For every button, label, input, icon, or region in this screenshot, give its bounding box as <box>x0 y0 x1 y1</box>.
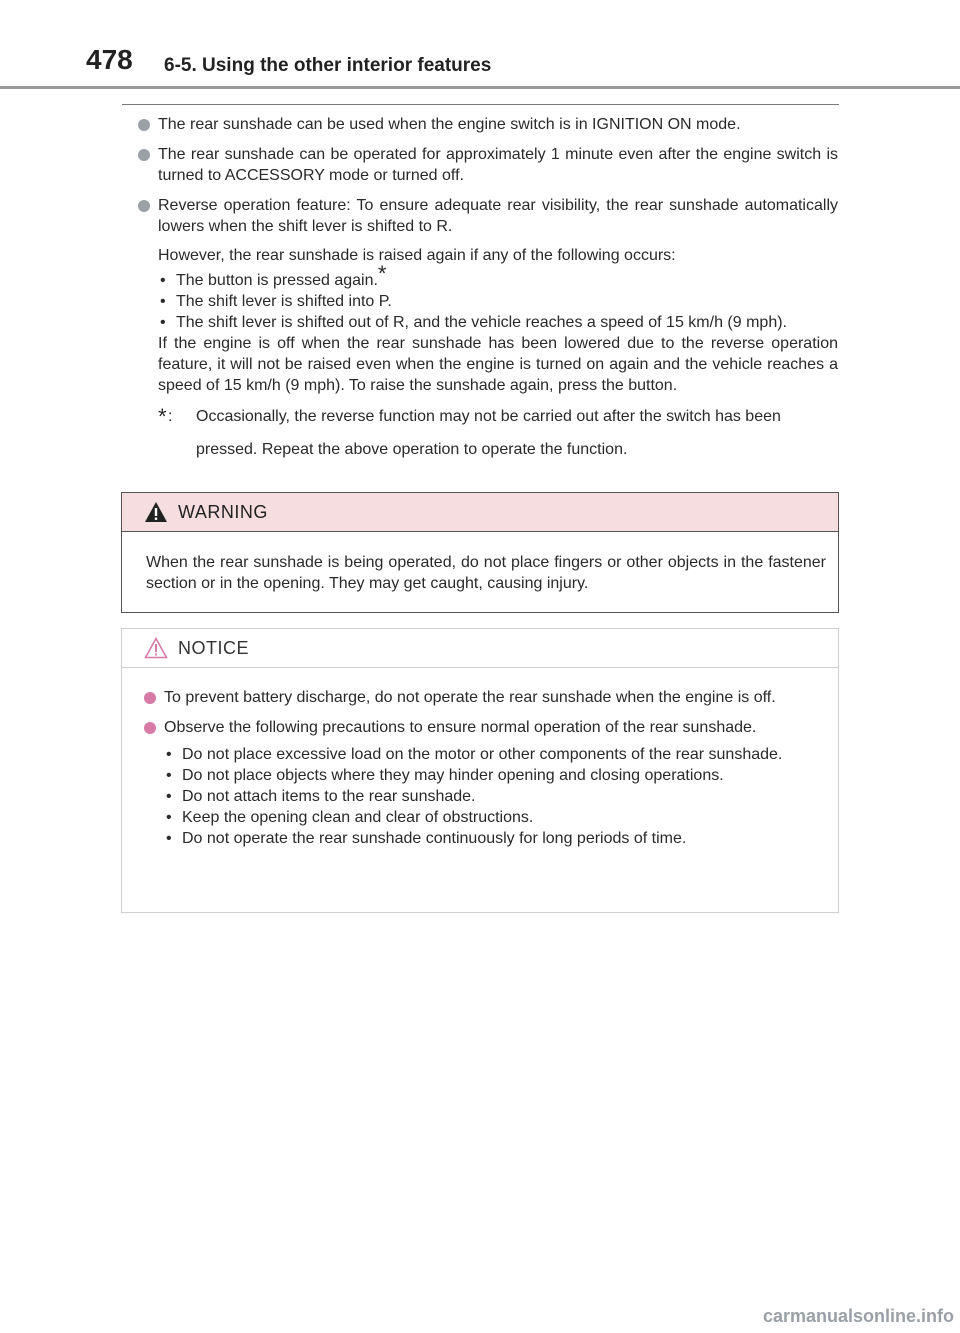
bullet-dot-icon <box>138 149 150 161</box>
list-item <box>138 114 838 135</box>
bullet-mark-icon: • <box>160 272 166 289</box>
page-number: 478 <box>86 44 133 75</box>
bullet-mark-icon: • <box>160 293 166 310</box>
bullet-mark-icon: • <box>166 788 172 805</box>
bullet-mark-icon: • <box>166 746 172 763</box>
precaution-text: Do not place objects where they may hinder opening and closing operations. <box>182 767 724 784</box>
list-item <box>164 786 832 807</box>
list-item <box>164 828 832 849</box>
condition-text: The shift lever is shifted into P. <box>176 293 392 310</box>
precaution-text: Do not operate the rear sunshade continuously for long periods of time. <box>182 830 687 847</box>
footnote <box>138 400 838 466</box>
bullet-text: Reverse operation feature: To ensure adequate rear visibility, the rear sunshade automatically lowers when the shift lever is shifted to R. <box>158 197 838 235</box>
list-item <box>158 261 838 291</box>
content-rule <box>122 104 839 105</box>
main-content <box>138 114 838 466</box>
warning-triangle-icon <box>144 501 168 523</box>
asterisk-mark: * <box>377 261 387 286</box>
list-item <box>164 744 832 765</box>
footnote-star: * <box>158 404 167 429</box>
page-header <box>0 0 960 90</box>
bullet-mark-icon: • <box>166 809 172 826</box>
notice-body <box>144 687 832 849</box>
footnote-colon: : <box>168 408 173 425</box>
condition-text: The button is pressed again. <box>176 272 378 289</box>
bullet-dot-icon <box>138 119 150 131</box>
list-item <box>164 765 832 786</box>
reverse-note: If the engine is off when the rear sunshade has been lowered due to the reverse operation feature, it will not be raised even when the engine is turned on again and the vehicle reaches a speed of 15 km/h (9 mph). To raise the sunshade again, press the button. <box>158 335 838 394</box>
precaution-text: Do not place excessive load on the motor or other components of the rear sunshade. <box>182 746 783 763</box>
bullet-mark-icon: • <box>166 830 172 847</box>
notice-bullet-text: To prevent battery discharge, do not operate the rear sunshade when the engine is off. <box>164 689 776 706</box>
notice-box <box>121 628 839 913</box>
list-item <box>138 144 838 186</box>
warning-header <box>122 493 838 532</box>
condition-text: The shift lever is shifted out of R, and the vehicle reaches a speed of 15 km/h (9 mph). <box>176 314 787 331</box>
warning-label: WARNING <box>178 502 268 522</box>
precaution-text: Keep the opening clean and clear of obstructions. <box>182 809 534 826</box>
bullet-dot-icon <box>144 692 156 704</box>
precaution-text: Do not attach items to the rear sunshade. <box>182 788 476 805</box>
header-rule <box>0 86 960 89</box>
reverse-intro: However, the rear sunshade is raised again if any of the following occurs: <box>158 247 676 264</box>
list-item <box>158 312 838 333</box>
bullet-dot-icon <box>138 200 150 212</box>
bullet-text: The rear sunshade can be operated for approximately 1 minute even after the engine switch is turned to ACCESSORY mode or turned off. <box>158 146 838 184</box>
bullet-mark-icon: • <box>160 314 166 331</box>
reverse-conditions-list <box>138 261 838 333</box>
list-item <box>138 195 838 237</box>
notice-header <box>122 629 838 668</box>
notice-triangle-icon <box>144 637 168 659</box>
list-item <box>144 687 832 708</box>
list-item <box>164 807 832 828</box>
bullet-dot-icon <box>144 722 156 734</box>
section-title: 6-5. Using the other interior features <box>164 55 492 76</box>
warning-box <box>121 492 839 613</box>
list-item <box>158 291 838 312</box>
precautions-list <box>144 744 832 849</box>
footnote-text: Occasionally, the reverse function may not be carried out after the switch has been pressed. Repeat the above operation to operate the function. <box>196 408 781 458</box>
bullet-text: The rear sunshade can be used when the engine switch is in IGNITION ON mode. <box>158 116 741 133</box>
warning-text: When the rear sunshade is being operated, do not place fingers or other objects in the fastener section or in the opening. They may get caught, causing injury. <box>146 554 826 592</box>
list-item <box>144 717 832 738</box>
notice-bullet-text: Observe the following precautions to ensure normal operation of the rear sunshade. <box>164 719 757 736</box>
bullet-mark-icon: • <box>166 767 172 784</box>
notice-label: NOTICE <box>178 638 250 658</box>
watermark: carmanualsonline.info <box>762 1306 954 1326</box>
